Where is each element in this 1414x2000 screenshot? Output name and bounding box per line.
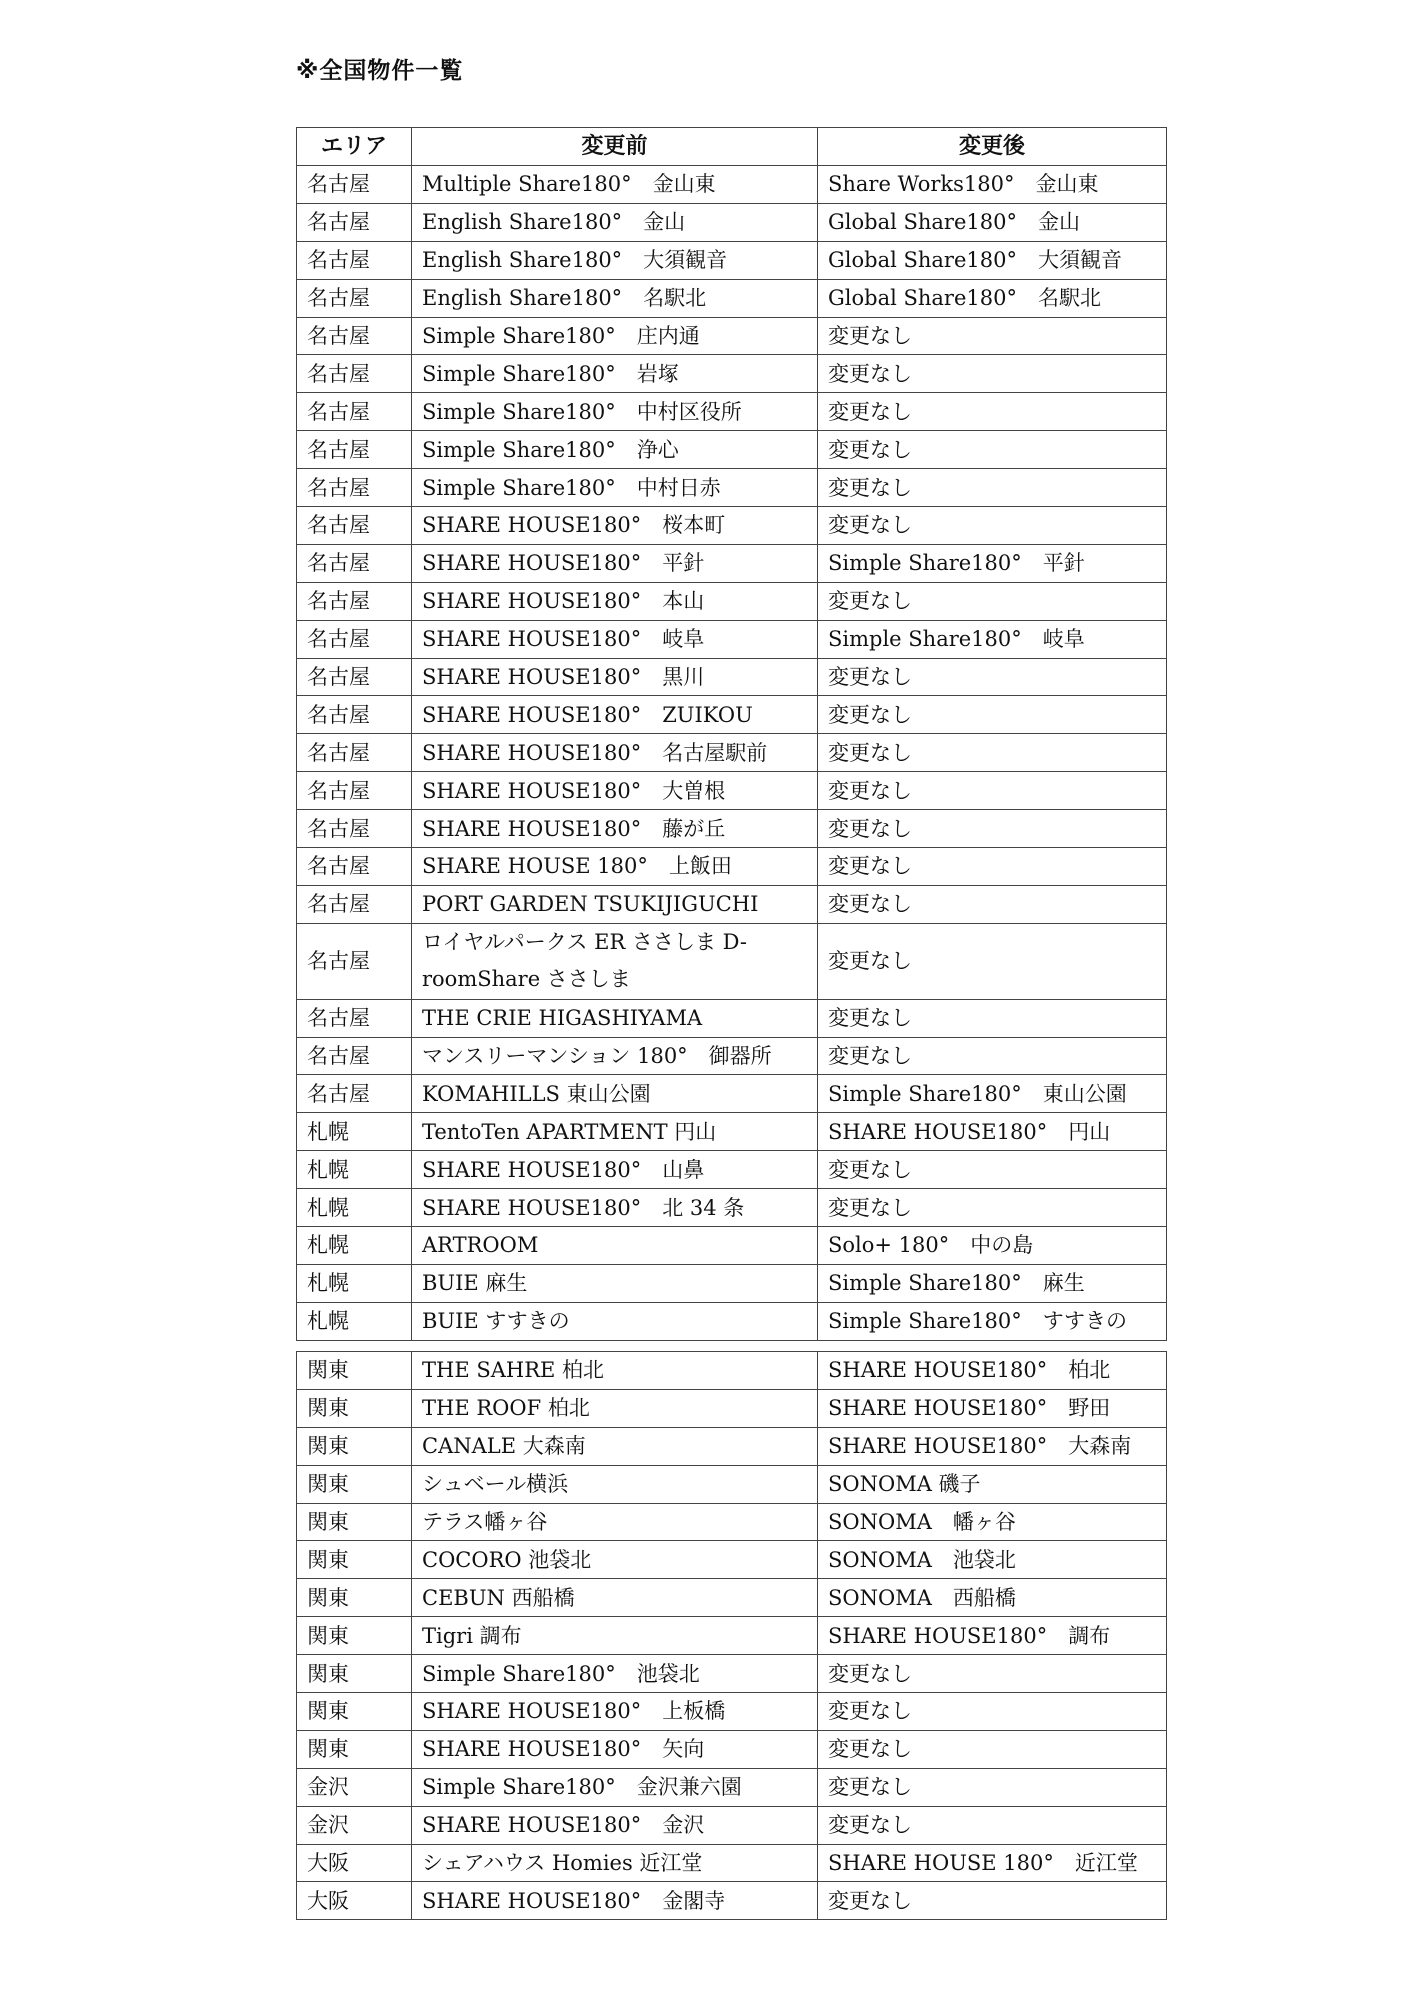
table-row — [297, 1189, 1167, 1227]
cell-before: THE CRIE HIGASHIYAMA — [412, 999, 818, 1037]
cell-after: 変更なし — [818, 772, 1167, 810]
cell-before: SHARE HOUSE180° ZUIKOU — [412, 696, 818, 734]
cell-before: THE ROOF 柏北 — [412, 1389, 818, 1427]
cell-area: 関東 — [297, 1427, 412, 1465]
cell-before: ロイヤルパークス ER ささしま D-roomShare ささしま — [412, 923, 818, 999]
cell-after: Global Share180° 金山 — [818, 203, 1167, 241]
cell-after: SHARE HOUSE180° 野田 — [818, 1389, 1167, 1427]
cell-area: 名古屋 — [297, 885, 412, 923]
table-row — [297, 1617, 1167, 1655]
cell-after: 変更なし — [818, 582, 1167, 620]
cell-after: 変更なし — [818, 1882, 1167, 1920]
cell-area: 大阪 — [297, 1844, 412, 1882]
table-row — [297, 582, 1167, 620]
cell-before: SHARE HOUSE180° 金沢 — [412, 1806, 818, 1844]
table-row — [297, 1579, 1167, 1617]
cell-area: 名古屋 — [297, 241, 412, 279]
cell-before: SHARE HOUSE180° 大曽根 — [412, 772, 818, 810]
cell-area: 名古屋 — [297, 772, 412, 810]
cell-area: 大阪 — [297, 1882, 412, 1920]
cell-before: SHARE HOUSE180° 金閣寺 — [412, 1882, 818, 1920]
cell-after: 変更なし — [818, 431, 1167, 469]
cell-after: 変更なし — [818, 1693, 1167, 1731]
table-row — [297, 810, 1167, 848]
cell-before: COCORO 池袋北 — [412, 1541, 818, 1579]
cell-before: シュベール横浜 — [412, 1465, 818, 1503]
cell-after: 変更なし — [818, 810, 1167, 848]
cell-before: English Share180° 名駅北 — [412, 279, 818, 317]
cell-before: シェアハウス Homies 近江堂 — [412, 1844, 818, 1882]
cell-after: SONOMA 西船橋 — [818, 1579, 1167, 1617]
table-row — [297, 1302, 1167, 1340]
cell-area: 関東 — [297, 1693, 412, 1731]
header-before: 変更前 — [412, 128, 818, 166]
cell-before: Simple Share180° 池袋北 — [412, 1655, 818, 1693]
cell-area: 関東 — [297, 1730, 412, 1768]
cell-area: 札幌 — [297, 1264, 412, 1302]
cell-area: 名古屋 — [297, 1075, 412, 1113]
cell-area: 名古屋 — [297, 582, 412, 620]
header-after: 変更後 — [818, 128, 1167, 166]
table-row — [297, 544, 1167, 582]
cell-after: 変更なし — [818, 658, 1167, 696]
table-row — [297, 355, 1167, 393]
cell-before: SHARE HOUSE180° 岐阜 — [412, 620, 818, 658]
table-row — [297, 166, 1167, 204]
cell-area: 関東 — [297, 1389, 412, 1427]
table-row — [297, 1465, 1167, 1503]
cell-before: English Share180° 大須観音 — [412, 241, 818, 279]
table-row — [297, 241, 1167, 279]
cell-after: 変更なし — [818, 696, 1167, 734]
table-row — [297, 1037, 1167, 1075]
cell-area: 名古屋 — [297, 923, 412, 999]
table-row — [297, 279, 1167, 317]
page-title: ※全国物件一覧 — [296, 58, 464, 84]
cell-area: 関東 — [297, 1579, 412, 1617]
cell-before: Simple Share180° 浄心 — [412, 431, 818, 469]
table-row — [297, 203, 1167, 241]
cell-after: 変更なし — [818, 393, 1167, 431]
table-row — [297, 1226, 1167, 1264]
cell-area: 名古屋 — [297, 166, 412, 204]
table-row — [297, 658, 1167, 696]
table-row — [297, 1503, 1167, 1541]
cell-area: 名古屋 — [297, 734, 412, 772]
cell-after: 変更なし — [818, 355, 1167, 393]
cell-after: 変更なし — [818, 1189, 1167, 1227]
table-row — [297, 393, 1167, 431]
table-row — [297, 1427, 1167, 1465]
cell-after: SONOMA 磯子 — [818, 1465, 1167, 1503]
cell-before: マンスリーマンション 180° 御器所 — [412, 1037, 818, 1075]
property-table-second — [296, 1351, 1167, 1920]
cell-before: Simple Share180° 中村区役所 — [412, 393, 818, 431]
table-row — [297, 885, 1167, 923]
cell-area: 名古屋 — [297, 658, 412, 696]
cell-after: SONOMA 幡ヶ谷 — [818, 1503, 1167, 1541]
cell-area: 関東 — [297, 1617, 412, 1655]
cell-before: PORT GARDEN TSUKIJIGUCHI — [412, 885, 818, 923]
cell-after: 変更なし — [818, 1730, 1167, 1768]
cell-area: 関東 — [297, 1655, 412, 1693]
cell-after: Global Share180° 大須観音 — [818, 241, 1167, 279]
property-table-main — [296, 127, 1167, 1341]
cell-before: SHARE HOUSE180° 桜本町 — [412, 507, 818, 545]
cell-area: 関東 — [297, 1352, 412, 1390]
cell-before: CEBUN 西船橋 — [412, 1579, 818, 1617]
cell-before: Simple Share180° 庄内通 — [412, 317, 818, 355]
cell-before: Simple Share180° 岩塚 — [412, 355, 818, 393]
table-row — [297, 1352, 1167, 1390]
table-row — [297, 1541, 1167, 1579]
cell-after: 変更なし — [818, 999, 1167, 1037]
cell-area: 札幌 — [297, 1189, 412, 1227]
cell-after: SONOMA 池袋北 — [818, 1541, 1167, 1579]
cell-after: 変更なし — [818, 507, 1167, 545]
cell-after: 変更なし — [818, 1151, 1167, 1189]
table-row — [297, 469, 1167, 507]
table-row — [297, 1730, 1167, 1768]
cell-before: Simple Share180° 中村日赤 — [412, 469, 818, 507]
cell-after: Share Works180° 金山東 — [818, 166, 1167, 204]
table-row — [297, 1151, 1167, 1189]
cell-area: 名古屋 — [297, 317, 412, 355]
cell-after: SHARE HOUSE180° 柏北 — [818, 1352, 1167, 1390]
table-row — [297, 772, 1167, 810]
cell-before: Multiple Share180° 金山東 — [412, 166, 818, 204]
cell-after: SHARE HOUSE 180° 近江堂 — [818, 1844, 1167, 1882]
cell-after: 変更なし — [818, 885, 1167, 923]
table-row — [297, 1075, 1167, 1113]
cell-area: 名古屋 — [297, 355, 412, 393]
cell-area: 札幌 — [297, 1302, 412, 1340]
cell-area: 名古屋 — [297, 696, 412, 734]
cell-area: 札幌 — [297, 1113, 412, 1151]
cell-area: 名古屋 — [297, 507, 412, 545]
cell-area: 名古屋 — [297, 1037, 412, 1075]
table-row — [297, 620, 1167, 658]
cell-before: BUIE 麻生 — [412, 1264, 818, 1302]
cell-after: Simple Share180° 東山公園 — [818, 1075, 1167, 1113]
table-row — [297, 734, 1167, 772]
cell-before: SHARE HOUSE180° 山鼻 — [412, 1151, 818, 1189]
header-area: エリア — [297, 128, 412, 166]
cell-after: 変更なし — [818, 469, 1167, 507]
table-row — [297, 1655, 1167, 1693]
table-row — [297, 1264, 1167, 1302]
table-row — [297, 317, 1167, 355]
cell-before: Tigri 調布 — [412, 1617, 818, 1655]
cell-before: BUIE すすきの — [412, 1302, 818, 1340]
cell-after: Simple Share180° 麻生 — [818, 1264, 1167, 1302]
cell-after: 変更なし — [818, 923, 1167, 999]
cell-before: English Share180° 金山 — [412, 203, 818, 241]
cell-before: ARTROOM — [412, 1226, 818, 1264]
cell-area: 名古屋 — [297, 810, 412, 848]
cell-area: 名古屋 — [297, 431, 412, 469]
cell-after: Solo+ 180° 中の島 — [818, 1226, 1167, 1264]
cell-after: 変更なし — [818, 1655, 1167, 1693]
cell-before: Simple Share180° 金沢兼六園 — [412, 1768, 818, 1806]
cell-after: 変更なし — [818, 1037, 1167, 1075]
table-row — [297, 1389, 1167, 1427]
cell-area: 名古屋 — [297, 544, 412, 582]
table-row — [297, 1693, 1167, 1731]
cell-before: SHARE HOUSE180° 北 34 条 — [412, 1189, 818, 1227]
cell-after: SHARE HOUSE180° 円山 — [818, 1113, 1167, 1151]
cell-before: SHARE HOUSE180° 名古屋駅前 — [412, 734, 818, 772]
table-body-second — [297, 1352, 1167, 1920]
cell-after: SHARE HOUSE180° 調布 — [818, 1617, 1167, 1655]
cell-before: SHARE HOUSE180° 矢向 — [412, 1730, 818, 1768]
cell-area: 金沢 — [297, 1806, 412, 1844]
cell-area: 関東 — [297, 1541, 412, 1579]
table-row — [297, 923, 1167, 999]
cell-area: 関東 — [297, 1465, 412, 1503]
cell-after: Simple Share180° 岐阜 — [818, 620, 1167, 658]
cell-area: 札幌 — [297, 1151, 412, 1189]
cell-area: 名古屋 — [297, 279, 412, 317]
cell-area: 名古屋 — [297, 469, 412, 507]
cell-after: 変更なし — [818, 734, 1167, 772]
cell-after: Global Share180° 名駅北 — [818, 279, 1167, 317]
cell-after: Simple Share180° 平針 — [818, 544, 1167, 582]
table-body-main — [297, 166, 1167, 1341]
cell-area: 関東 — [297, 1503, 412, 1541]
table-row — [297, 1768, 1167, 1806]
table-row — [297, 999, 1167, 1037]
cell-before: SHARE HOUSE180° 平針 — [412, 544, 818, 582]
table-row — [297, 1882, 1167, 1920]
cell-before: SHARE HOUSE180° 黒川 — [412, 658, 818, 696]
cell-area: 名古屋 — [297, 393, 412, 431]
table-row — [297, 431, 1167, 469]
cell-before: テラス幡ヶ谷 — [412, 1503, 818, 1541]
table-header — [297, 128, 1167, 166]
cell-before: SHARE HOUSE 180° 上飯田 — [412, 848, 818, 886]
table-row — [297, 1806, 1167, 1844]
cell-after: 変更なし — [818, 1806, 1167, 1844]
cell-area: 名古屋 — [297, 620, 412, 658]
cell-before: TentoTen APARTMENT 円山 — [412, 1113, 818, 1151]
cell-area: 名古屋 — [297, 848, 412, 886]
cell-after: Simple Share180° すすきの — [818, 1302, 1167, 1340]
table-row — [297, 507, 1167, 545]
table-row — [297, 1113, 1167, 1151]
table-row — [297, 696, 1167, 734]
cell-before: KOMAHILLS 東山公園 — [412, 1075, 818, 1113]
cell-area: 名古屋 — [297, 999, 412, 1037]
cell-area: 名古屋 — [297, 203, 412, 241]
table-row — [297, 848, 1167, 886]
cell-area: 金沢 — [297, 1768, 412, 1806]
cell-before: CANALE 大森南 — [412, 1427, 818, 1465]
cell-before: THE SAHRE 柏北 — [412, 1352, 818, 1390]
cell-after: 変更なし — [818, 317, 1167, 355]
table-row — [297, 1844, 1167, 1882]
cell-before: SHARE HOUSE180° 藤が丘 — [412, 810, 818, 848]
cell-after: 変更なし — [818, 848, 1167, 886]
cell-area: 札幌 — [297, 1226, 412, 1264]
cell-before: SHARE HOUSE180° 上板橋 — [412, 1693, 818, 1731]
cell-after: SHARE HOUSE180° 大森南 — [818, 1427, 1167, 1465]
cell-before: SHARE HOUSE180° 本山 — [412, 582, 818, 620]
cell-after: 変更なし — [818, 1768, 1167, 1806]
